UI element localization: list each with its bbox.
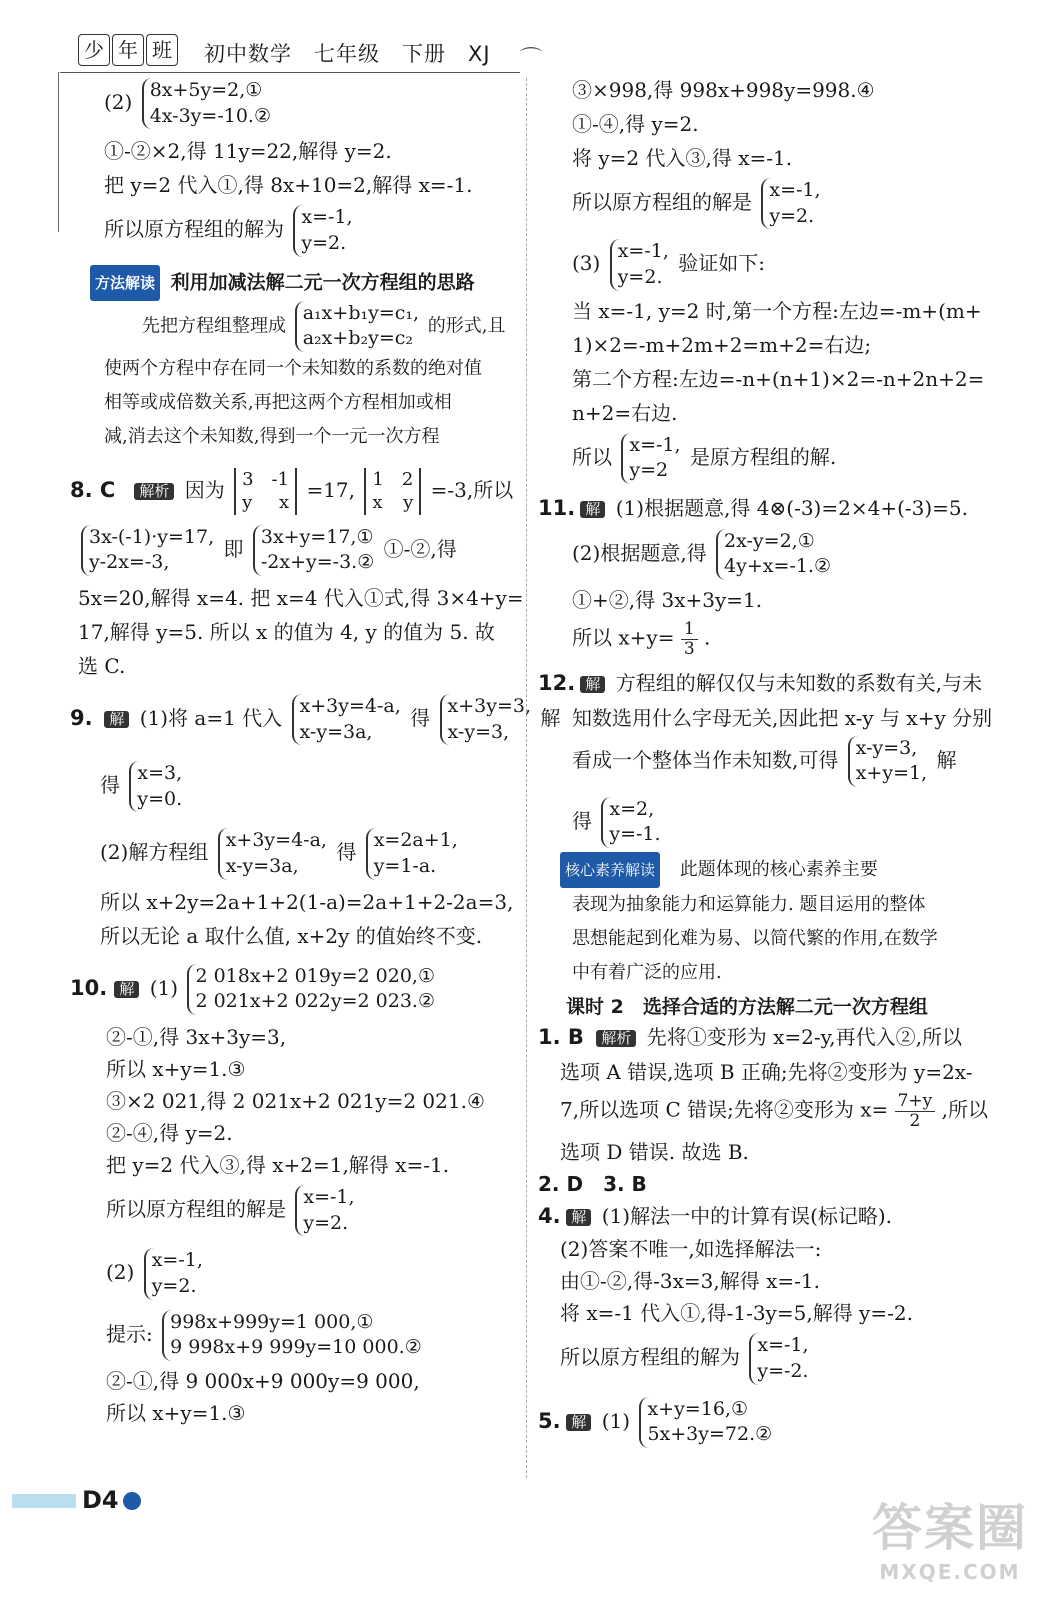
page-number: D4 [82, 1486, 119, 1514]
text: (1) [601, 1408, 631, 1433]
equation: x=2a+1, [373, 829, 458, 852]
equation: 4y+x=-1.② [724, 555, 832, 578]
text: 得 [100, 773, 120, 798]
fraction [681, 620, 698, 658]
header-rule [60, 72, 520, 73]
text: 因为 [184, 477, 225, 502]
method-box [70, 265, 520, 454]
part-label: (2) [106, 1260, 135, 1285]
text: 先将①变形为 x=2-y,再代入②,所以 [646, 1025, 962, 1050]
solution-line: 所以 x+y=1.③ [106, 1400, 246, 1425]
text: . [704, 625, 711, 650]
solution-line: ③×998,得 998x+998y=998.④ [572, 78, 875, 102]
equation-system [761, 178, 820, 229]
watermark [865, 1488, 1035, 1588]
equation: y=2. [151, 1274, 197, 1297]
part-label: (3) [572, 251, 601, 276]
text: 所以 [572, 444, 612, 469]
equation-system [293, 205, 352, 256]
subject-title: 初中数学 七年级 下册 XJ [204, 42, 491, 66]
equation: y=2. [303, 1211, 349, 1234]
question-number: 5. [538, 1408, 561, 1433]
text: =17, [306, 477, 356, 502]
equation: y=2. [769, 204, 815, 227]
brand-char: 少 [78, 34, 110, 66]
equation-system [621, 433, 680, 484]
solution-tag: 解 [580, 676, 605, 693]
footer-bar [12, 1494, 76, 1508]
equation: x+3y=4-a, [299, 694, 401, 717]
determinant [234, 468, 297, 515]
equation-system [81, 525, 214, 576]
text: (2)根据题意,得 [572, 540, 707, 565]
question-number: 8. C [70, 477, 116, 502]
equation-system [218, 828, 327, 879]
solution-line [560, 736, 1000, 787]
question-5 [538, 1397, 1000, 1448]
denominator: 3 [683, 638, 695, 659]
det-entry: y [403, 492, 414, 514]
equation-system [639, 1397, 772, 1448]
equation: 4x-3y=-10.② [149, 104, 272, 127]
equation-system [610, 239, 669, 290]
solution-line [70, 1248, 520, 1299]
solution-line: 所以 x+2y=2a+1+2(1-a)=2a+1+2-2a=3, [100, 889, 514, 914]
solution-line [70, 205, 520, 256]
text: 得 [410, 706, 431, 731]
equation: y=2. [301, 231, 347, 254]
equation: 3x+y=17,① [260, 525, 374, 548]
question-number: 1. B [538, 1025, 584, 1050]
right-column [538, 76, 1000, 1448]
watermark-text: 答案圈 [872, 1499, 1028, 1557]
text: 验证如下: [678, 251, 765, 276]
method-title: 利用加减法解二元一次方程组的思路 [170, 271, 475, 294]
equation: x-y=3a, [225, 855, 299, 878]
solution-tag: 解 [580, 501, 605, 518]
det-entry: 2 [401, 468, 414, 490]
equation-system [749, 1333, 808, 1384]
solution-line [560, 797, 1000, 848]
text: =-3,所以 [430, 477, 514, 502]
solution-line: 第二个方程:左边=-n+(n+1)×2=-n+2n+2= [572, 366, 985, 391]
solution-line: n+2=右边. [572, 400, 678, 425]
solution-line [560, 178, 1000, 229]
solution-line: ②-①,得 9 000x+9 000y=9 000, [106, 1368, 420, 1393]
question-10 [70, 964, 520, 1015]
det-entry: x [372, 492, 383, 514]
method-tag: 方法解读 [90, 265, 160, 301]
text: 所以原方程组的解是 [572, 190, 752, 215]
method-text: 相等或成倍数关系,再把这两个方程相加或相 [104, 391, 452, 413]
text: 7,所以选项 C 错误;先将②变形为 x= [560, 1097, 889, 1122]
page-footer [12, 1486, 141, 1514]
equation: 2 021x+2 022y=2 023.② [195, 990, 435, 1013]
denominator: 2 [909, 1110, 921, 1131]
text: (1)解法一中的计算有误(标记略). [601, 1204, 893, 1229]
equation: x-y=3, [447, 720, 510, 743]
solution-line: 5x=20,解得 x=4. 把 x=4 代入①式,得 3×4+y= [78, 585, 524, 610]
decorative-icon: ⌒ [520, 47, 543, 72]
solution-line: ②-④,得 y=2. [106, 1121, 233, 1146]
text: (1)根据题意,得 4⊗(-3)=2×4+(-3)=5. [615, 495, 968, 520]
text: (1) [149, 975, 179, 1000]
text: 所以 x+y= [572, 625, 675, 650]
fraction [895, 1092, 936, 1130]
analysis-tag: 解析 [134, 483, 174, 500]
det-entry: -1 [271, 468, 290, 490]
text: 方程组的解仅仅与未知数的系数有关,与未 [615, 670, 983, 695]
text: ,所以 [941, 1097, 988, 1122]
margin-decoration [58, 72, 59, 232]
lesson-title: 课时 2 选择合适的方法解二元一次方程组 [566, 996, 928, 1019]
method-title-line [70, 265, 520, 301]
page-header [0, 0, 1055, 70]
hint-line [70, 1310, 520, 1361]
question-12 [538, 670, 1000, 695]
equation: x=-1, [757, 1334, 809, 1357]
text: 解 [936, 747, 957, 772]
part-label: (2) [104, 90, 133, 115]
equation-system [292, 694, 401, 745]
equation-system [716, 529, 831, 580]
solution-line: 知数选用什么字母无关,因此把 x-y 与 x+y 分别 [572, 705, 993, 730]
solution-line: ③×2 021,得 2 021x+2 021y=2 021.④ [106, 1089, 485, 1114]
solution-line [70, 78, 520, 129]
method-text: 使两个方程中存在同一个未知数的系数的绝对值 [104, 357, 482, 379]
numerator: 7+y [895, 1092, 936, 1112]
brand-char: 年 [112, 34, 144, 66]
equation: x=2, [609, 797, 655, 820]
text: 所以原方程组的解为 [104, 217, 284, 242]
solution-line: 把 y=2 代入①,得 8x+10=2,解得 x=-1. [104, 173, 473, 198]
equation: y=2 [629, 459, 669, 482]
equation: 8x+5y=2,① [149, 79, 263, 101]
text: 所以原方程组的解为 [560, 1345, 740, 1370]
core-literacy-text: 中有着广泛的应用. [572, 962, 722, 984]
question-11 [538, 495, 1000, 520]
solution-line [70, 761, 520, 812]
method-text: 减,消去这个未知数,得到一个一元一次方程 [104, 425, 440, 447]
question-9 [70, 694, 561, 745]
equation: x=3, [137, 762, 183, 785]
answers-2-3: 2. D 3. B [538, 1172, 647, 1197]
equation: x=-1, [301, 206, 353, 229]
solution-line [70, 828, 520, 879]
solution-line [560, 529, 1000, 580]
solution-line: 选项 D 错误. 故选 B. [560, 1140, 749, 1165]
equation: y=-2. [757, 1360, 809, 1383]
solution-line: ①-④,得 y=2. [572, 112, 699, 136]
solution-line: ①+②,得 3x+3y=1. [572, 588, 763, 613]
equation-system [366, 828, 458, 879]
equation: x+y=16,① [647, 1397, 748, 1420]
equation: 3x-(-1)·y=17, [89, 525, 215, 548]
hint-label: 提示: [106, 1321, 153, 1346]
solution-line [560, 433, 1000, 484]
equation-system [129, 761, 182, 812]
text: (1)将 a=1 代入 [139, 706, 283, 731]
text: 所以原方程组的解是 [106, 1197, 286, 1222]
question-number: 11. [538, 495, 576, 520]
solution-tag: 解 [566, 1414, 591, 1431]
equation: x=-1, [617, 240, 669, 263]
solution-line: 当 x=-1, y=2 时,第一个方程:左边=-m+(m+ [572, 298, 982, 323]
equation: x+3y=3, [447, 694, 532, 717]
solution-line [560, 1333, 1000, 1384]
numerator: 1 [681, 620, 698, 640]
equation: y=-1. [609, 823, 661, 846]
equation: -2x+y=-3.② [260, 551, 375, 574]
text: 此题体现的核心素养主要 [679, 859, 878, 881]
method-text [70, 301, 520, 352]
equation: 2 018x+2 019y=2 020,① [195, 964, 435, 987]
solution-tag: 解 [104, 711, 129, 728]
equation: x-y=3a, [299, 720, 373, 743]
equation: x+y=1, [855, 762, 928, 785]
core-literacy-box [560, 852, 1000, 888]
equation-system [440, 694, 532, 745]
text: 得 [572, 808, 592, 833]
solution-tag: 解 [566, 1209, 591, 1226]
equation: x=-1, [151, 1249, 203, 1272]
solution-line [560, 1092, 1000, 1130]
solution-line [560, 239, 1000, 290]
equation-system [162, 1310, 422, 1361]
solution-line [560, 620, 1000, 658]
equation-system [187, 964, 435, 1015]
equation-system [142, 78, 271, 129]
core-literacy-text: 表现为抽象能力和运算能力. 题目运用的整体 [572, 894, 926, 916]
solution-line [70, 1185, 520, 1236]
solution-line: 选 C. [78, 653, 126, 678]
solution-line: ①-②×2,得 11y=22,解得 y=2. [104, 139, 392, 164]
det-entry: y [242, 492, 253, 514]
analysis-tag: 解析 [596, 1030, 636, 1047]
solution-tag: 解 [114, 981, 139, 998]
watermark-url: MXQE.COM [879, 1560, 1021, 1584]
question-4 [538, 1206, 1000, 1227]
question-8 [70, 468, 520, 515]
question-number: 12. [538, 670, 576, 695]
equation: 2x-y=2,① [724, 529, 815, 552]
solution-line: 由①-②,得-3x=3,解得 x=-1. [560, 1269, 820, 1294]
det-entry: x [278, 492, 290, 514]
determinant [364, 468, 421, 515]
equation: y-2x=-3, [89, 551, 170, 574]
equation: x=-1, [629, 433, 681, 456]
solution-line: 把 y=2 代入③,得 x+2=1,解得 x=-1. [106, 1153, 450, 1178]
equation-system [144, 1248, 203, 1299]
solution-line: 所以无论 a 取什么值, x+2y 的值始终不变. [100, 923, 483, 948]
equation-system [295, 301, 419, 352]
equation: x=-1, [303, 1186, 355, 1209]
solution-line: 所以 x+y=1.③ [106, 1057, 246, 1082]
footer-circle-icon [123, 1492, 141, 1510]
solution-line: 1)×2=-m+2m+2=m+2=右边; [572, 332, 872, 357]
question-number: 4. [538, 1204, 561, 1229]
equation-system [253, 525, 374, 576]
equation: 998x+999y=1 000,① [170, 1310, 374, 1333]
question-number: 9. [70, 706, 93, 731]
question-1 [538, 1027, 1000, 1048]
solution-line: 选项 A 错误,选项 B 正确;先将②变形为 y=2x- [560, 1060, 973, 1085]
text: 得 [336, 840, 357, 865]
equation-system [295, 1185, 354, 1236]
equation: 5x+3y=72.② [647, 1423, 773, 1446]
equation-system [848, 736, 927, 787]
text: 解 [540, 706, 561, 731]
core-literacy-text: 思想能起到化难为易、以简代繁的作用,在数学 [572, 928, 938, 950]
equation: x=-1, [769, 179, 821, 201]
text: 先把方程组整理成 [142, 315, 286, 337]
equation: y=0. [137, 787, 183, 810]
solution-line: 将 x=-1 代入①,得-1-3y=5,解得 y=-2. [560, 1301, 913, 1326]
text: (2)解方程组 [100, 840, 209, 865]
text: 看成一个整体当作未知数,可得 [572, 747, 839, 772]
equation: 9 998x+9 999y=10 000.② [170, 1336, 422, 1359]
question-number: 10. [70, 975, 108, 1000]
text: 即 [223, 536, 244, 561]
det-entry: 3 [242, 468, 254, 490]
equation: a₁x+b₁y=c₁, [302, 301, 420, 324]
solution-line: (2)答案不唯一,如选择解法一: [560, 1237, 822, 1262]
text: 的形式,且 [427, 315, 506, 337]
equation: a₂x+b₂y=c₂ [302, 327, 414, 350]
column-divider [526, 78, 527, 1478]
equation: y=2. [617, 265, 663, 288]
solution-line: 将 y=2 代入③,得 x=-1. [572, 146, 793, 170]
equation-system [601, 797, 660, 848]
solution-line: ②-①,得 3x+3y=3, [106, 1025, 287, 1050]
equation: x+3y=4-a, [225, 829, 327, 852]
text: 是原方程组的解. [689, 444, 837, 469]
det-entry: 1 [372, 468, 384, 490]
core-literacy-tag: 核心素养解读 [560, 852, 660, 888]
brand-char: 班 [146, 34, 178, 66]
equation: x-y=3, [855, 736, 918, 759]
text: ①-②,得 [383, 536, 457, 561]
brand-logo [78, 34, 178, 66]
equation: y=1-a. [373, 855, 437, 878]
solution-line: 17,解得 y=5. 所以 x 的值为 4, y 的值为 5. 故 [78, 619, 495, 644]
solution-line [70, 525, 520, 576]
